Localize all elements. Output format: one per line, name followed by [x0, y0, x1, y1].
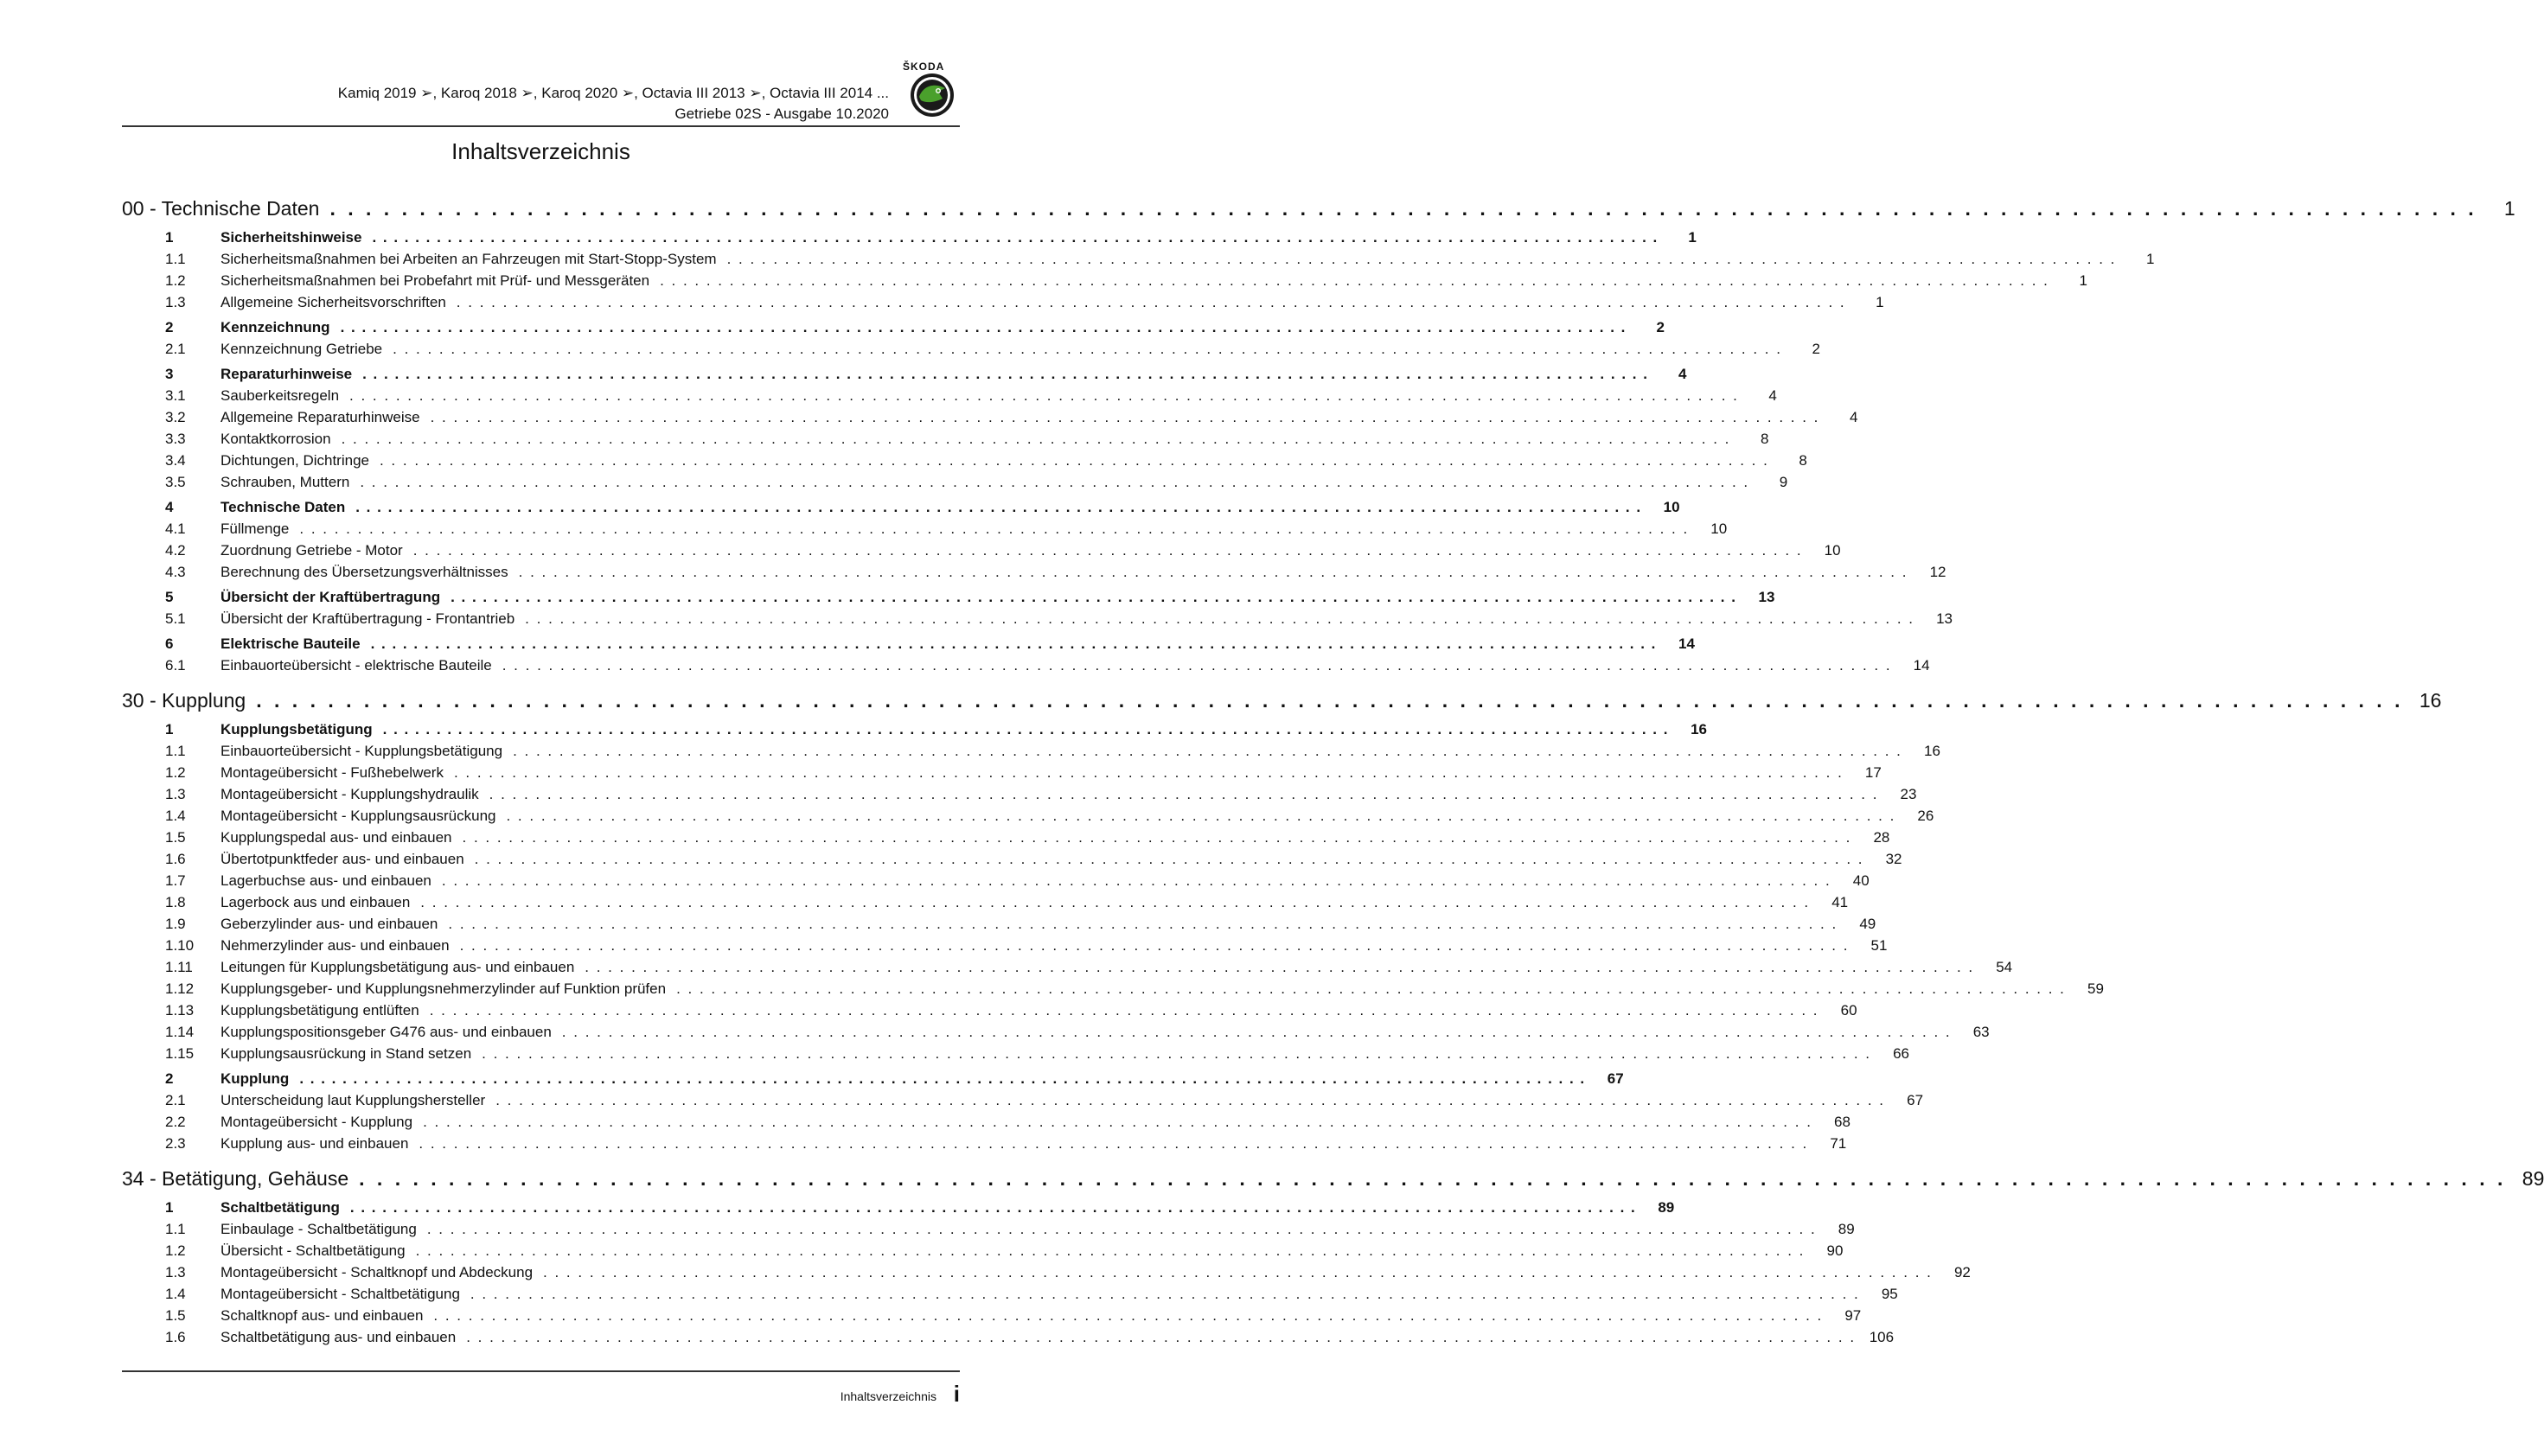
toc-section[interactable]	[122, 229, 1697, 251]
toc-entry-title: Schaltbetätigung	[221, 1199, 340, 1216]
toc-entry-number: 5.1	[165, 610, 186, 627]
toc-page-number: 97	[1844, 1307, 1862, 1324]
toc-chapter[interactable]	[122, 1167, 2544, 1196]
toc-subsection[interactable]	[122, 1221, 1855, 1242]
toc-page-number: 10	[1824, 542, 1841, 559]
toc-entry-number: 1.12	[165, 980, 195, 997]
toc-entry-number: 3	[165, 366, 174, 382]
toc-page-number: 10	[1710, 520, 1728, 537]
toc-section[interactable]	[122, 319, 1665, 341]
toc-entry-title: 30 - Kupplung	[122, 689, 246, 712]
toc-entry-title: Montageübersicht - Kupplungsausrückung	[221, 808, 496, 824]
dot-leader: . . . . . . . . . . . . . . . . . . . . . . . . . . . . . . . . . . . . . . . . . . . . . . . . . . . . . . . . . . . . . . . . . . . . . . . . . . . . . . . . . . . . . . . . . . . . . . . . . . . . . . . . . . . . . . . . . . . . . . . .	[585, 959, 1975, 975]
toc-page-number: 106	[1869, 1329, 1895, 1345]
dot-leader: . . . . . . . . . . . . . . . . . . . . . . . . . . . . . . . . . . . . . . . . . . . . . . . . . . . . . . . . . . . . . . . . . . . . . . . . . . . . . . . . . . . . . . . . . . . . . . . . . . . . . . . . . . . . . . . . . . . . . . . .	[429, 1002, 1819, 1019]
toc-entry-title: Zuordnung Getriebe - Motor	[221, 542, 403, 559]
toc-subsection[interactable]	[122, 657, 1930, 679]
toc-subsection[interactable]	[122, 251, 2155, 272]
toc-subsection[interactable]	[122, 341, 1820, 362]
dot-leader: . . . . . . . . . . . . . . . . . . . . . . . . . . . . . . . . . . . . . . . . . . . . . . . . . . . . . . . . . . . . . . . . . . . . . . . . . . . . . . . . . . . . . . . . . . . . . . . . . . . . . . . . . . . . . . . . . . . . . . . .	[299, 520, 1690, 537]
toc-chapter[interactable]	[122, 689, 2442, 718]
toc-subsection[interactable]	[122, 959, 2013, 980]
dot-leader: . . . . . . . . . . . . . . . . . . . . . . . . . . . . . . . . . . . . . . . . . . . . . . . . . . . . . . . . . . . . . . . . . . . . . . . . . . . . . . . . . . . . . . . . . . . . . . . . . . . . . . . . . . . . . . . . . . . . . . . .	[448, 916, 1838, 932]
toc-subsection[interactable]	[122, 409, 1858, 431]
dot-leader: . . . . . . . . . . . . . . . . . . . . . . . . . . . . . . . . . . . . . . . . . . . . . . . . . . . . . . . . . . . . . . . . . . . . . . . . . . . . . . . . . . . . . . . . . . . . . . . . . . . . . . . . . . . . . . . . . . . . . . . .	[462, 829, 1852, 846]
toc-section[interactable]	[122, 499, 1680, 520]
toc-entry-number: 1.10	[165, 937, 195, 954]
toc-entry-title: Berechnung des Übersetzungsverhältnisses	[221, 564, 508, 580]
toc-entry-number: 1.4	[165, 808, 186, 824]
toc-page-number: 17	[1864, 764, 1882, 781]
toc-page-number: 49	[1859, 916, 1876, 932]
dot-leader: . . . . . . . . . . . . . . . . . . . . . . . . . . . . . . . . . . . . . . . . . . . . . . . . . . . . . . . . . . . . . . . . . . . . . . . . . . . . . . . . . . . . . . . . . . . . . . . . . . . . . . . . . . . . . . . . . . . . . . . .	[466, 1329, 1857, 1345]
dot-leader: . . . . . . . . . . . . . . . . . . . . . . . . . . . . . . . . . . . . . . . . . . . . . . . . . . . . . . . . . . . . . . . . . . . . . . . . . . . . . . . . . . . . . . . . . . . . . . . . . . . . . . . . . . . . . . . . . . . . . . . .	[370, 635, 1657, 652]
toc-entry-number: 1.9	[165, 916, 186, 932]
toc-entry-title: Geberzylinder aus- und einbauen	[221, 916, 438, 932]
toc-entry-title: Kontaktkorrosion	[221, 431, 331, 447]
toc-entry-number: 1.6	[165, 1329, 186, 1345]
dot-leader: . . . . . . . . . . . . . . . . . . . . . . . . . . . . . . . . . . . . . . . . . . . . . . . . . . . . . . . . . . . . . . . . . . . . . . . . . . . . . . . . . . . . . . . . . . . . . . . . . . . . . . . . . . . . . . . . . . . . . . . .	[459, 937, 1850, 954]
dot-leader: . . . . . . . . . . . . . . . . . . . . . . . . . . . . . . . . . . . . . . . . . . . . . . . . . . . . . . . . . . . . . . . . . . . . . . . . . . . . . . . . . . . . . . . . . . . . . . . . . . . . . . . . . . . . . . . . . . . . . . . .	[676, 980, 2066, 997]
toc-entry-title: Allgemeine Sicherheitsvorschriften	[221, 294, 446, 310]
toc-entry-title: Nehmerzylinder aus- und einbauen	[221, 937, 450, 954]
toc-entry-title: Lagerbock aus und einbauen	[221, 894, 411, 910]
toc-subsection[interactable]	[122, 474, 1788, 495]
dot-leader: . . . . . . . . . . . . . . . . . . . . . . . . . . . . . . . . . . . . . . . . . . . . . . . . . . . . . . . . . . . . . . . . . . . . . . . . . . . . . . . . . . . . . . . . . . . . . . . . . . . . . . . . . . . . . . . . . . . . . . . .	[299, 1070, 1586, 1087]
dot-leader: . . . . . . . . . . . . . . . . . . . . . . . . . . . . . . . . . . . . . . . . . . . . . . . . . . . . . . . . . . . . . . . . . . . . . . . . . . . . . . . . . . . . . . . . . . . . . . . . . . . . . . . . . . . . . . . . . . . . . . . .	[543, 1264, 1933, 1280]
toc-page-number: 9	[1779, 474, 1788, 490]
toc-chapter[interactable]	[122, 197, 2515, 226]
footer-label: Inhaltsverzeichnis	[840, 1389, 936, 1403]
dot-leader: . . . . . . . . . . . . . . . . . . . . . . . . . . . . . . . . . . . . . . . . . . . . . . . . . . . . . . . . . . . . . . . . . . . . . . . . . . . . . . . . . . . . . . . . . . . . . . . . . . . . . . . . . . . . . . . . . . . . . . . .	[513, 743, 1902, 759]
toc-entry-number: 1.8	[165, 894, 186, 910]
dot-leader: . . . . . . . . . . . . . . . . . . . . . . . . . . . . . . . . . . . . . . . . . . . . . . . . . . . . . . . . . . . . . . . . . . . . . . . . . . . . . . . . . . . . . . . . . . . . . . . . . . . . . . . . . . . . . . . . . . . . . . . .	[349, 1199, 1637, 1216]
toc-subsection[interactable]	[122, 980, 2104, 1002]
toc-subsection[interactable]	[122, 916, 1876, 937]
toc-entry-title: Übersicht der Kraftübertragung	[221, 589, 441, 605]
toc-entry-title: Montageübersicht - Kupplungshydraulik	[221, 786, 479, 802]
toc-page-number: 68	[1834, 1114, 1850, 1130]
toc-entry-title: Schaltbetätigung aus- und einbauen	[221, 1329, 457, 1345]
toc-entry-title: Kupplungsbetätigung	[221, 721, 373, 738]
toc-entry-number: 3.4	[165, 452, 186, 469]
dot-leader: . . . . . . . . . . . . . . . . . . . . . . . . . . . . . . . . . . . . . . . . . . . . . . . . . . . . . . . . . . . . . . . . . . . . . . . . . . . . . . . . . . . . . . . . . . . . . . . . . . . . . . . . . . . . . . . . . . . . . . . .	[489, 786, 1879, 802]
toc-entry-number: 4	[165, 499, 174, 515]
toc-entry-title: Schaltknopf aus- und einbauen	[221, 1307, 424, 1324]
toc-page-number: 92	[1953, 1264, 1971, 1280]
dot-leader: . . . . . . . . . . . . . . . . . . . . . . . . . . . . . . . . . . . . . . . . . . . . . . . . . . . . . . . . . . . . . . . . . . . . . . . . . . . . . . . . . . . . . . . . . . . . . . . . . . . . . . . . . . . . . . . . . . . . . . . .	[474, 851, 1864, 867]
toc-entry-number: 3.2	[165, 409, 186, 425]
toc-subsection[interactable]	[122, 610, 1953, 632]
toc-page-number: 4	[1678, 366, 1687, 382]
toc-entry-number: 2.1	[165, 1092, 186, 1108]
toc-entry-title: Kupplungsgeber- und Kupplungsnehmerzylinder auf Funktion prüfen	[221, 980, 667, 997]
toc-entry-number: 1.5	[165, 829, 186, 846]
toc-entry-title: Kennzeichnung Getriebe	[221, 341, 383, 357]
toc-page-number: 89	[2522, 1167, 2544, 1190]
toc-entry-title: Füllmenge	[221, 520, 290, 537]
toc-entry-number: 1.14	[165, 1024, 195, 1040]
toc-entry-title: Kupplungspositionsgeber G476 aus- und einbauen	[221, 1024, 552, 1040]
toc-entry-title: Reparaturhinweise	[221, 366, 353, 382]
toc-page-number: 90	[1826, 1242, 1844, 1259]
dot-leader: . . . . . . . . . . . . . . . . . . . . . . . . . . . . . . . . . . . . . . . . . . . . . . . . . . . . . . . . . . . . . . . . . . . . . . . . . . . . . . . . . . . . . . . . . . . . . . . . . . . . . . . . . . . . . . . . . . . . . . . .	[420, 894, 1811, 910]
toc-subsection[interactable]	[122, 872, 1870, 894]
toc-entry-title: Kennzeichnung	[221, 319, 330, 335]
toc-entry-title: Kupplung	[221, 1070, 290, 1087]
skoda-logo-icon	[910, 73, 955, 118]
footer-divider	[122, 1370, 960, 1372]
dot-leader: . . . . . . . . . . . . . . . . . . . . . . . . . . . . . . . . . . . . . . . . . . . . . . . . . . . . . . . . . . . . . . . . . . . . . . . . . . . . . . . . . . . . . . . . . . . . . . . . . . . . . . . . . . . . . . . . . . . . . . . .	[341, 431, 1731, 447]
toc-page-number: 23	[1900, 786, 1917, 802]
toc-subsection[interactable]	[122, 520, 1728, 542]
toc-entry-title: Kupplung aus- und einbauen	[221, 1135, 409, 1152]
toc-entry-title: Elektrische Bauteile	[221, 635, 361, 652]
toc-page-number: 89	[1838, 1221, 1855, 1237]
toc-subsection[interactable]	[122, 1286, 1898, 1307]
toc-page-number: 2	[1656, 319, 1665, 335]
toc-entry-number: 1.7	[165, 872, 186, 889]
toc-subsection[interactable]	[122, 272, 2087, 294]
dot-leader: . . . . . . . . . . . . . . . . . . . . . . . . . . . . . . . . . . . . . . . . . . . . . . . . . . . . . . . . . . . . . . . . . . . . . . . . . . . . . . . . . . . . . . . . . . . . . . . . . . . . . . . . . . . . . . . . . . . . . . . .	[502, 657, 1892, 674]
toc-subsection[interactable]	[122, 937, 1888, 959]
page-title: Inhaltsverzeichnis	[451, 138, 630, 164]
toc-subsection[interactable]	[122, 564, 1946, 585]
toc-entry-title: Montageübersicht - Schaltbetätigung	[221, 1286, 460, 1302]
toc-entry-title: Allgemeine Reparaturhinweise	[221, 409, 420, 425]
toc-entry-title: Montageübersicht - Kupplung	[221, 1114, 413, 1130]
toc-entry-title: Übersicht der Kraftübertragung - Frontantrieb	[221, 610, 515, 627]
toc-subsection[interactable]	[122, 1045, 1909, 1067]
brand-wordmark: ŠKODA	[903, 61, 945, 73]
toc-entry-number: 1.1	[165, 251, 186, 267]
toc-entry-title: Sauberkeitsregeln	[221, 387, 340, 404]
toc-page-number: 4	[1849, 409, 1858, 425]
toc-subsection[interactable]	[122, 1024, 1990, 1045]
toc-page-number: 12	[1929, 564, 1946, 580]
toc-entry-title: Einbauorteübersicht - elektrische Bauteile	[221, 657, 492, 674]
dot-leader: . . . . . . . . . . . . . . . . . . . . . . . . . . . . . . . . . . . . . . . . . . . . . . . . . . . . . . . . . . . . . . . . . . . . . . . . . . . . . . . . . . . . . . . . . . . . . . . . . . . . . . . . . . . . . . . . . . . . . . . .	[393, 341, 1782, 357]
toc-page-number: 8	[1760, 431, 1769, 447]
header-divider	[122, 125, 960, 127]
toc-entry-title: Sicherheitsmaßnahmen bei Arbeiten an Fahrzeugen mit Start-Stopp-System	[221, 251, 717, 267]
toc-section[interactable]	[122, 589, 1775, 610]
toc-subsection[interactable]	[122, 894, 1849, 916]
toc-entry-title: Übertotpunktfeder aus- und einbauen	[221, 851, 464, 867]
dot-leader: . . . . . . . . . . . . . . . . . . . . . . . . . . . . . . . . . . . . . . . . . . . . . . . . . . . . . . . . . . . . . . . . . . . . . . . . . . . . . . . . . . . . . . . . . . . . . . . . . . . . . . . . . . . . . . . . . . . . . . . .	[423, 1114, 1812, 1130]
toc-page-number: 16	[1924, 743, 1940, 759]
dot-leader: . . . . . . . . . . . . . . . . . . . . . . . . . . . . . . . . . . . . . . . . . . . . . . . . . . . . . . . . . . . . . . . . . . . . . . . . . . . . . . . . . . . . . . . . . . . . . . . . . . . . . . . . . . . . . . . . . . . . . . . .	[349, 387, 1739, 404]
toc-subsection[interactable]	[122, 851, 1902, 872]
dot-leader: . . . . . . . . . . . . . . . . . . . . . . . . . . . . . . . . . . . . . . . . . . . . . . . . . . . . . . . . . . . . . . . . . . . . . . . . . . . . . . . . . . . . . . . . . . . . . . . . . . . . . . . . . . . . . . . . . . . . . . . .	[340, 319, 1627, 335]
toc-entry-title: Einbaulage - Schaltbetätigung	[221, 1221, 417, 1237]
dot-leader: . . . . . . . . . . . . . . . . . . . . . . . . . . . . . . . . . . . . . . . . . . . . . . . . . . . . . . . . . . . . . . . . . . . . . . . . . . . . . . . . . . . . . . . . . . . . . . . . . . . . . . . . . . . . . . . . . . . . . . . .	[412, 542, 1803, 559]
toc-page-number: 16	[2419, 689, 2442, 712]
toc-entry-title: Übersicht - Schaltbetätigung	[221, 1242, 406, 1259]
toc-page-number: 1	[2145, 251, 2155, 267]
dot-leader: . . . . . . . . . . . . . . . . . . . . . . . . . . . . . . . . . . . . . . . . . . . . . . . . . . . . . . . . . . . . . . . . . . . . . . . . . . . . . . . . . . . . . . . . . . . . . . . . . . . . . . . . . . . . . . . . . . . . . . . .	[382, 721, 1669, 738]
dot-leader: . . . . . . . . . . . . . . . . . . . . . . . . . . . . . . . . . . . . . . . . . . . . . . . . . . . . . . . . . . . . . . . . . . . . . . . . . . . . . . . . . . . . . . . . . . . . . . . . . . . . . . . . . . . . . . . . . . . . . . . .	[660, 272, 2049, 289]
table-of-contents	[122, 197, 2544, 1351]
toc-entry-number: 1	[165, 229, 174, 246]
toc-entry-number: 1.3	[165, 1264, 186, 1280]
toc-page-number: 89	[1658, 1199, 1675, 1216]
toc-subsection[interactable]	[122, 1264, 1971, 1286]
dot-leader: . . . . . . . . . . . . . . . . . . . . . . . . . . . . . . . . . . . . . . . . . . . . . . . . . . . . . . . . . . . . . . . . . . . . . . . . . . . . . . . . . . . . . . . . . . . . . . . . . . . . . . . . . . . . . . . . . . . . . . . .	[451, 589, 1737, 605]
toc-section[interactable]	[122, 721, 1707, 743]
dot-leader: . . . . . . . . . . . . . . . . . . . . . . . . . . . . . . . . . . . . . . . . . . . . . . . . . . . . . . . . . . . . . . . . . . . . . . . . . . . . . . . . . . . . . . . . . . . . . . . . . . . . . . . . . . . . . . . . . . . . . . . .	[372, 229, 1659, 246]
toc-page-number: 51	[1870, 937, 1888, 954]
dot-leader: . . . . . . . . . . . . . . . . . . . . . . . . . . . . . . . . . . . . . . . . . . . . . . . . . . . . . . . . . . . . . . . . . . . . . . . . . . . . . . . . . . . . . . . . . . . . . . . . . . . . . . . . . . . . . . . . . . . . . . . .	[379, 452, 1769, 469]
toc-entry-title: Sicherheitshinweise	[221, 229, 362, 246]
toc-entry-number: 1	[165, 721, 174, 738]
toc-entry-number: 3.5	[165, 474, 186, 490]
toc-entry-number: 1.5	[165, 1307, 186, 1324]
toc-subsection[interactable]	[122, 1242, 1844, 1264]
toc-subsection[interactable]	[122, 294, 1884, 316]
dot-leader: . . . . . . . . . . . . . . . . . . . . . . . . . . . . . . . . . . . . . . . . . . . . . . . . . . . . . . . . . . . . . . . . . . . . . . . . . . . . . . . . . . . . . . . . . . . . . . . . . . . . . . . . . . . . . . . . . . . . . . . .	[430, 409, 1820, 425]
toc-entry-title: 34 - Betätigung, Gehäuse	[122, 1167, 349, 1190]
dot-leader: . . . . . . . . . . . . . . . . . . . . . . . . . . . . . . . . . . . . . . . . . . . . . . . . . . . . . . . . . . . . . . . . . . . . . . . . . . . . . . . . . . . . . . . . . . . . . . . . . . . . . . . . . . . . . . . . . . . . . . . .	[561, 1024, 1952, 1040]
toc-entry-title: Kupplungspedal aus- und einbauen	[221, 829, 452, 846]
dot-leader: . . . . . . . . . . . . . . . . . . . . . . . . . . . . . . . . . . . . . . . . . . . . . . . . . . . . . . . . . . . . . . . . . . . . . . . . . . . . . . . . . . . . . . . . . . . . . . . . . . . . . . . . . . . . . . . . . . . . . . . .	[433, 1307, 1824, 1324]
toc-entry-number: 4.2	[165, 542, 186, 559]
toc-entry-title: 00 - Technische Daten	[122, 197, 320, 220]
footer-page-number: i	[953, 1381, 960, 1407]
toc-entry-number: 2	[165, 319, 174, 335]
toc-entry-title: Unterscheidung laut Kupplungshersteller	[221, 1092, 486, 1108]
toc-entry-number: 1.15	[165, 1045, 195, 1062]
toc-entry-number: 1.1	[165, 743, 186, 759]
toc-page-number: 41	[1831, 894, 1849, 910]
toc-entry-number: 6	[165, 635, 174, 652]
toc-entry-number: 4.1	[165, 520, 186, 537]
toc-entry-number: 3.1	[165, 387, 186, 404]
toc-entry-title: Montageübersicht - Schaltknopf und Abdeckung	[221, 1264, 534, 1280]
dot-leader: . . . . . . . . . . . . . . . . . . . . . . . . . . . . . . . . . . . . . . . . . . . . . . . . . . . . . . . . . . . . . . . . . . . . . . . . . . . . . . . . . . . . . . . . . . . . . . . . . . . . . . . . . . . . . . . . . . . . . . . .	[441, 872, 1831, 889]
toc-entry-title: Einbauorteübersicht - Kupplungsbetätigung	[221, 743, 503, 759]
toc-subsection[interactable]	[122, 387, 1777, 409]
toc-subsection[interactable]	[122, 431, 1769, 452]
dot-leader: . . . . . . . . . . . . . . . . . . . . . . . . . . . . . . . . . . . . . . . . . . . . . . . . . . . . . . . . . . . . . . . . . . . . . . . . . . . . . . . . . . . . . . . . . . . . . . . . . . . . . . . . . . . . . . . . . . . . . . . .	[495, 1092, 1886, 1108]
toc-subsection[interactable]	[122, 1135, 1847, 1157]
dot-leader: . . . . . . . . . . . . . . . . . . . . . . . . . . . . . . . . . . . . . . . . . . . . . . . . . . . . . . . . . . . . . . . . . . . . . . . . . . . . . . . . . . . . . . . . . . . . . . . . . . . . . . . . . . . . . . . . . . . . . . . .	[426, 1221, 1817, 1237]
dot-leader: . . . . . . . . . . . . . . . . . . . . . . . . . . . . . . . . . . . . . . . . . . . . . . . . . . . . . . . . . . . . . . . . . . . . . . . . . . . . . . . . . . . . . . . . . . . . . . . . . . . . . . . . . . . . . . . . . . . . . . . .	[726, 251, 2117, 267]
toc-page-number: 2	[1812, 341, 1820, 357]
toc-page-number: 14	[1678, 635, 1695, 652]
dot-leader: . . . . . . . . . . . . . . . . . . . . . . . . . . . . . . . . . . . . . . . . . . . . . . . . . . . . . . . . . . . . . . . . . . . . . . . . . . . . . . . . . . . . . . . . . . . . . . . . . . . . . . . . . . . . . . . . . . . . . . . .	[525, 610, 1915, 627]
toc-entry-number: 2	[165, 1070, 174, 1087]
toc-page-number: 67	[1907, 1092, 1924, 1108]
toc-entry-title: Montageübersicht - Fußhebelwerk	[221, 764, 444, 781]
toc-entry-number: 1.11	[165, 959, 193, 975]
toc-subsection[interactable]	[122, 542, 1841, 564]
dot-leader: . . . . . . . . . . . . . . . . . . . . . . . . . . . . . . . . . . . . . . . . . . . . . . . . . . . . . . . . . . . . . . . . . . . . . . . . . . . . . . . . . . . . . . . . . . . . . . . . . . . . . . . . . . . . . . . . . . . . . . . .	[359, 1167, 2507, 1190]
dot-leader: . . . . . . . . . . . . . . . . . . . . . . . . . . . . . . . . . . . . . . . . . . . . . . . . . . . . . . . . . . . . . . . . . . . . . . . . . . . . . . . . . . . . . . . . . . . . . . . . . . . . . . . . . . . . . . . . . . . . . . . .	[362, 366, 1649, 382]
toc-entry-number: 6.1	[165, 657, 186, 674]
toc-section[interactable]	[122, 1070, 1624, 1092]
toc-section[interactable]	[122, 366, 1687, 387]
toc-entry-number: 2.1	[165, 341, 186, 357]
toc-entry-title: Schrauben, Muttern	[221, 474, 350, 490]
toc-entry-number: 1.4	[165, 1286, 186, 1302]
dot-leader: . . . . . . . . . . . . . . . . . . . . . . . . . . . . . . . . . . . . . . . . . . . . . . . . . . . . . . . . . . . . . . . . . . . . . . . . . . . . . . . . . . . . . . . . . . . . . . . . . . . . . . . . . . . . . . . . . . . . . . . .	[355, 499, 1642, 515]
toc-entry-number: 1.2	[165, 272, 186, 289]
toc-entry-number: 1.3	[165, 294, 186, 310]
toc-entry-title: Sicherheitsmaßnahmen bei Probefahrt mit Prüf- und Messgeräten	[221, 272, 650, 289]
toc-page-number: 66	[1893, 1045, 1909, 1062]
toc-entry-title: Lagerbuchse aus- und einbauen	[221, 872, 431, 889]
toc-subsection[interactable]	[122, 743, 1940, 764]
toc-page-number: 13	[1936, 610, 1953, 627]
toc-page-number: 63	[1972, 1024, 1990, 1040]
toc-page-number: 40	[1852, 872, 1870, 889]
toc-subsection[interactable]	[122, 1114, 1850, 1135]
toc-subsection[interactable]	[122, 829, 1890, 851]
dot-leader: . . . . . . . . . . . . . . . . . . . . . . . . . . . . . . . . . . . . . . . . . . . . . . . . . . . . . . . . . . . . . . . . . . . . . . . . . . . . . . . . . . . . . . . . . . . . . . . . . . . . . . . . . . . . . . . . . . . . . . . .	[419, 1135, 1809, 1152]
toc-subsection[interactable]	[122, 452, 1807, 474]
toc-entry-title: Kupplungsausrückung in Stand setzen	[221, 1045, 472, 1062]
toc-entry-title: Technische Daten	[221, 499, 346, 515]
toc-subsection[interactable]	[122, 1307, 1862, 1329]
header-subtitle: Getriebe 02S - Ausgabe 10.2020	[674, 105, 889, 122]
toc-subsection[interactable]	[122, 764, 1882, 786]
toc-page-number: 10	[1663, 499, 1680, 515]
toc-entry-number: 5	[165, 589, 174, 605]
dot-leader: . . . . . . . . . . . . . . . . . . . . . . . . . . . . . . . . . . . . . . . . . . . . . . . . . . . . . . . . . . . . . . . . . . . . . . . . . . . . . . . . . . . . . . . . . . . . . . . . . . . . . . . . . . . . . . . . . . . . . . . .	[329, 197, 2477, 220]
toc-page-number: 60	[1840, 1002, 1857, 1019]
toc-entry-number: 1.3	[165, 786, 186, 802]
toc-entry-title: Leitungen für Kupplungsbetätigung aus- und einbauen	[221, 959, 575, 975]
toc-page-number: 14	[1913, 657, 1930, 674]
toc-entry-number: 1.1	[165, 1221, 186, 1237]
toc-page-number: 1	[1688, 229, 1697, 246]
toc-page-number: 8	[1799, 452, 1807, 469]
toc-subsection[interactable]	[122, 1329, 1895, 1351]
toc-entry-number: 1.13	[165, 1002, 195, 1019]
dot-leader: . . . . . . . . . . . . . . . . . . . . . . . . . . . . . . . . . . . . . . . . . . . . . . . . . . . . . . . . . . . . . . . . . . . . . . . . . . . . . . . . . . . . . . . . . . . . . . . . . . . . . . . . . . . . . . . . . . . . . . . .	[360, 474, 1750, 490]
toc-entry-title: Dichtungen, Dichtringe	[221, 452, 369, 469]
toc-page-number: 4	[1768, 387, 1777, 404]
toc-entry-title: Kupplungsbetätigung entlüften	[221, 1002, 419, 1019]
toc-page-number: 13	[1758, 589, 1775, 605]
dot-leader: . . . . . . . . . . . . . . . . . . . . . . . . . . . . . . . . . . . . . . . . . . . . . . . . . . . . . . . . . . . . . . . . . . . . . . . . . . . . . . . . . . . . . . . . . . . . . . . . . . . . . . . . . . . . . . . . . . . . . . . .	[470, 1286, 1860, 1302]
toc-section[interactable]	[122, 1199, 1675, 1221]
toc-page-number: 28	[1873, 829, 1890, 846]
dot-leader: . . . . . . . . . . . . . . . . . . . . . . . . . . . . . . . . . . . . . . . . . . . . . . . . . . . . . . . . . . . . . . . . . . . . . . . . . . . . . . . . . . . . . . . . . . . . . . . . . . . . . . . . . . . . . . . . . . . . . . . .	[518, 564, 1908, 580]
dot-leader: . . . . . . . . . . . . . . . . . . . . . . . . . . . . . . . . . . . . . . . . . . . . . . . . . . . . . . . . . . . . . . . . . . . . . . . . . . . . . . . . . . . . . . . . . . . . . . . . . . . . . . . . . . . . . . . . . . . . . . . .	[415, 1242, 1806, 1259]
toc-page-number: 67	[1607, 1070, 1624, 1087]
toc-page-number: 59	[2087, 980, 2104, 997]
toc-subsection[interactable]	[122, 808, 1934, 829]
toc-section[interactable]	[122, 635, 1695, 657]
toc-subsection[interactable]	[122, 1002, 1857, 1024]
toc-entry-number: 1.2	[165, 1242, 186, 1259]
toc-subsection[interactable]	[122, 786, 1917, 808]
toc-subsection[interactable]	[122, 1092, 1924, 1114]
toc-entry-number: 2.3	[165, 1135, 186, 1152]
dot-leader: . . . . . . . . . . . . . . . . . . . . . . . . . . . . . . . . . . . . . . . . . . . . . . . . . . . . . . . . . . . . . . . . . . . . . . . . . . . . . . . . . . . . . . . . . . . . . . . . . . . . . . . . . . . . . . . . . . . . . . . .	[482, 1045, 1871, 1062]
dot-leader: . . . . . . . . . . . . . . . . . . . . . . . . . . . . . . . . . . . . . . . . . . . . . . . . . . . . . . . . . . . . . . . . . . . . . . . . . . . . . . . . . . . . . . . . . . . . . . . . . . . . . . . . . . . . . . . . . . . . . . . .	[506, 808, 1896, 824]
dot-leader: . . . . . . . . . . . . . . . . . . . . . . . . . . . . . . . . . . . . . . . . . . . . . . . . . . . . . . . . . . . . . . . . . . . . . . . . . . . . . . . . . . . . . . . . . . . . . . . . . . . . . . . . . . . . . . . . . . . . . . . .	[256, 689, 2404, 712]
dot-leader: . . . . . . . . . . . . . . . . . . . . . . . . . . . . . . . . . . . . . . . . . . . . . . . . . . . . . . . . . . . . . . . . . . . . . . . . . . . . . . . . . . . . . . . . . . . . . . . . . . . . . . . . . . . . . . . . . . . . . . . .	[453, 764, 1844, 781]
toc-page-number: 16	[1691, 721, 1707, 738]
toc-page-number: 95	[1881, 1286, 1898, 1302]
toc-page-number: 26	[1917, 808, 1934, 824]
toc-page-number: 1	[2079, 272, 2087, 289]
toc-entry-number: 3.3	[165, 431, 186, 447]
toc-page-number: 32	[1885, 851, 1902, 867]
toc-entry-number: 1.6	[165, 851, 186, 867]
toc-page-number: 1	[2503, 197, 2515, 220]
header-models: Kamiq 2019 ➢, Karoq 2018 ➢, Karoq 2020 ➢, Octavia III 2013 ➢, Octavia III 2014 ...	[337, 85, 889, 101]
toc-entry-number: 2.2	[165, 1114, 186, 1130]
toc-page-number: 1	[1876, 294, 1884, 310]
toc-entry-number: 4.3	[165, 564, 186, 580]
toc-entry-number: 1.2	[165, 764, 186, 781]
toc-page-number: 71	[1830, 1135, 1847, 1152]
dot-leader: . . . . . . . . . . . . . . . . . . . . . . . . . . . . . . . . . . . . . . . . . . . . . . . . . . . . . . . . . . . . . . . . . . . . . . . . . . . . . . . . . . . . . . . . . . . . . . . . . . . . . . . . . . . . . . . . . . . . . . . .	[456, 294, 1846, 310]
toc-page-number: 54	[1996, 959, 2013, 975]
toc-entry-number: 1	[165, 1199, 174, 1216]
